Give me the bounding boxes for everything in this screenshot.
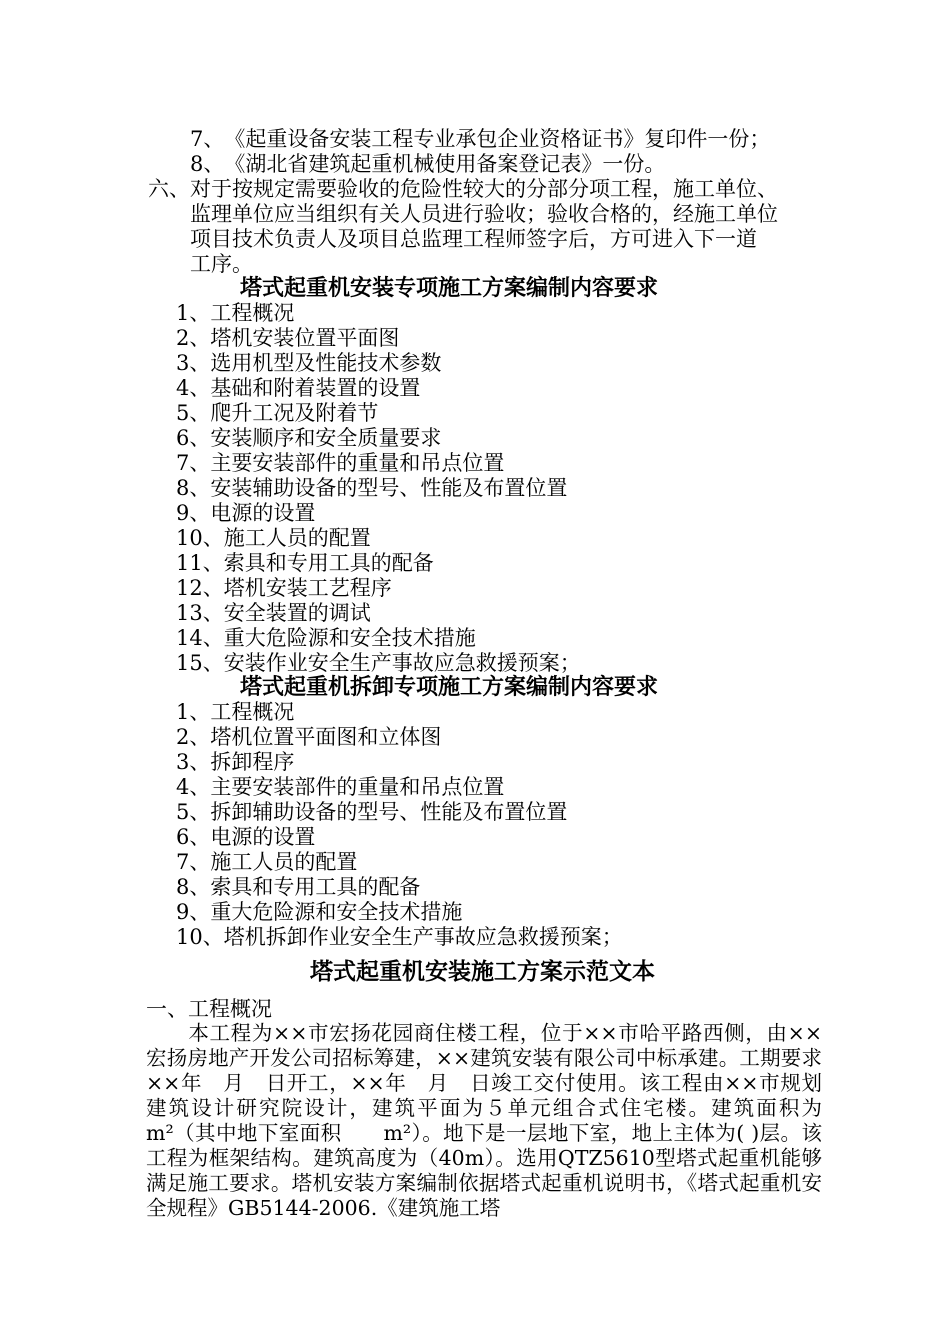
dismantle-item: 6、电源的设置 [176,825,316,849]
install-item: 1、工程概况 [176,301,295,325]
item-six-line-3: 项目技术负责人及项目总监理工程师签字后，方可进入下一道 [190,227,757,251]
install-item: 14、重大危险源和安全技术措施 [176,626,476,650]
sample-paragraph [146,1021,863,1221]
sample-subheading: 一、工程概况 [146,997,272,1021]
install-item: 11、索具和专用工具的配备 [176,551,434,575]
install-item: 15、安装作业安全生产事故应急救援预案； [176,651,581,675]
item-six-line-1: 六、对于按规定需要验收的危险性较大的分部分项工程，施工单位、 [148,177,778,201]
install-item: 7、主要安装部件的重量和吊点位置 [176,451,505,475]
dismantle-item: 8、索具和专用工具的配备 [176,875,421,899]
install-item: 3、选用机型及性能技术参数 [176,351,442,375]
install-item: 2、塔机安装位置平面图 [176,326,400,350]
dismantle-section-title: 塔式起重机拆卸专项施工方案编制内容要求 [240,674,659,700]
install-item: 8、安装辅助设备的型号、性能及布置位置 [176,476,568,500]
list-item-top-8: 8、 《湖北省建筑起重机械使用备案登记表》一份。 [190,152,666,176]
install-item: 6、安装顺序和安全质量要求 [176,426,442,450]
install-section-title: 塔式起重机安装专项施工方案编制内容要求 [240,275,659,301]
sample-paragraph-text: 本工程为××市宏扬花园商住楼工程，位于××市哈平路西侧，由××宏扬房地产开发公司招标筹建，××建筑安装有限公司中标承建。工期要求××年 月 日开工，××年 月 日竣工交付使用。该工程由××市规划建筑设计研究院设计，建筑平面为５单元组合式住宅楼。建筑面积为 m²（其中地下室面积 m²）。地下是一层地下室，地上主体为( )层。该工程为框架结构。建筑高度为（40m）。选用QTZ5610型塔式起重机能够满足施工要求。塔机安装方案编制依据塔式起重机说明书，《塔式起重机安全规程》GB5144-2006.《建筑施工塔 [146,1021,863,1220]
install-item: 13、安全装置的调试 [176,601,371,625]
dismantle-item: 7、施工人员的配置 [176,850,358,874]
install-item: 9、电源的设置 [176,501,316,525]
dismantle-item: 1、工程概况 [176,700,295,724]
dismantle-item: 10、塔机拆卸作业安全生产事故应急救援预案； [176,925,623,949]
install-item: 4、基础和附着装置的设置 [176,376,421,400]
sample-title: 塔式起重机安装施工方案示范文本 [310,958,655,985]
install-item: 10、施工人员的配置 [176,526,371,550]
dismantle-item: 4、主要安装部件的重量和吊点位置 [176,775,505,799]
dismantle-item: 3、拆卸程序 [176,750,295,774]
item-six-line-4: 工序。 [190,252,253,276]
install-item: 5、爬升工况及附着节 [176,401,379,425]
item-six-line-2: 监理单位应当组织有关人员进行验收；验收合格的，经施工单位 [190,202,778,226]
dismantle-item: 2、塔机位置平面图和立体图 [176,725,442,749]
list-item-top-7: 7、 《起重设备安装工程专业承包企业资格证书》复印件一份； [190,127,771,151]
install-item: 12、塔机安装工艺程序 [176,576,392,600]
dismantle-item: 5、拆卸辅助设备的型号、性能及布置位置 [176,800,568,824]
dismantle-item: 9、重大危险源和安全技术措施 [176,900,463,924]
